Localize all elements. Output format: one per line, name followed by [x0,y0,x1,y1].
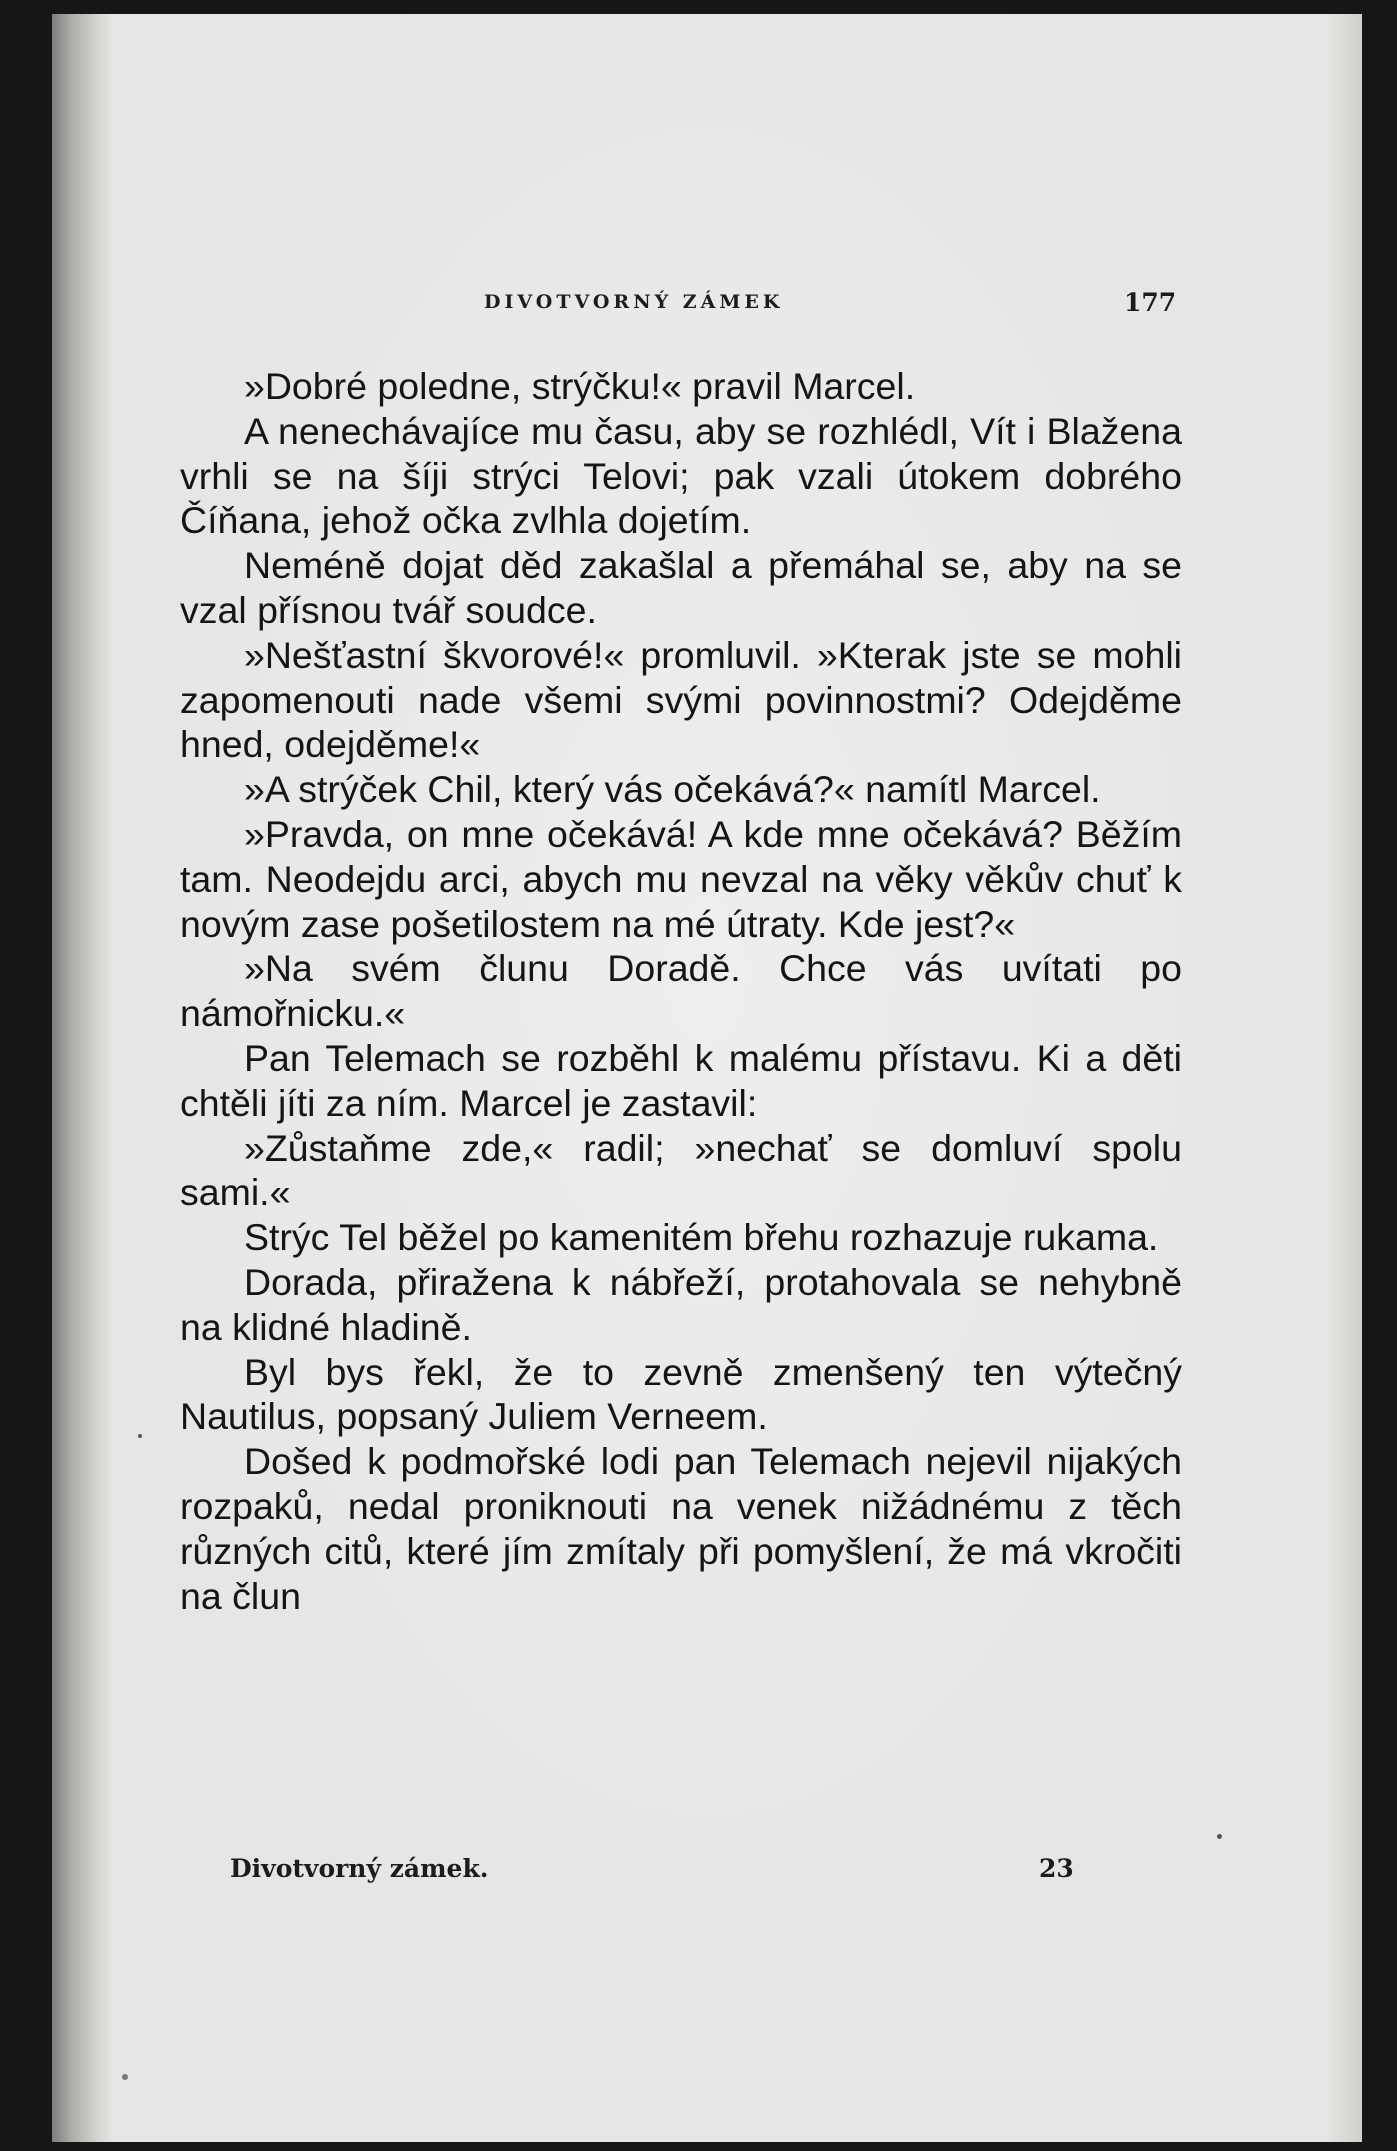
page-edge [1328,14,1362,2142]
paragraph-2: A nenechávajíce mu času, aby se rozhlédl, Vít i Blažena vrhli se na šíji strýci Telovi; pak vzali útokem dobrého Číňana, jehož očka zvlhla dojetím. [180,409,1182,542]
paragraph-8: Pan Telemach se rozběhl k malému přístavu. Ki a děti chtěli jíti za ním. Marcel je zastavil: [180,1036,1182,1124]
paragraph-3: Neméně dojat děd zakašlal a přemáhal se, aby na se vzal přísnou tvář soudce. [180,544,1182,631]
paragraph-6: »Pravda, on mne očekává! A kde mne očekává? Běžím tam. Neodejdu arci, abych mu nevzal na věky věkův chuť k novým zase pošetilostem na mé útraty. Kde jest?« [180,812,1182,945]
paragraph-7: »Na svém člunu Doradě. Chce vás uvítati po námořnicku.« [180,947,1182,1035]
paragraph-9: »Zůstaňme zde,« radil; »nechať se domluví spolu sami.« [180,1126,1182,1214]
paragraph-11: Dorada, přiražena k nábřeží, protahovala se nehybně na klidné hladině. [180,1260,1182,1348]
body-text [180,364,1182,1618]
page-number: 177 [1124,288,1177,317]
paper-speck [122,2074,128,2080]
running-head [52,288,1362,321]
paragraph-1: »Dobré poledne, strýčku!« pravil Marcel. [244,365,916,407]
paragraph-13: Došed k podmořské lodi pan Telemach nejevil nijakých rozpaků, nedal proniknouti na venek nižádnému z těch různých citů, které jím zmítaly při pomyšlení, že má vkročiti na člun [180,1440,1182,1617]
running-title: DIVOTVORNÝ ZÁMEK [484,291,784,313]
book-page [52,14,1362,2142]
page-footer [52,1854,1362,1888]
paragraph-12: Byl bys řekl, že to zevně zmenšený ten výtečný Nautilus, popsaný Juliem Verneem. [180,1350,1182,1438]
footer-signature-number: 23 [1039,1854,1074,1883]
page-gutter-shadow [52,14,112,2142]
paragraph-5: »A strýček Chil, který vás očekává?« namítl Marcel. [244,768,1101,811]
paragraph-10: Strýc Tel běžel po kamenitém břehu rozhazuje rukama. [244,1216,1159,1259]
paper-speck [138,1434,142,1438]
footer-book-title: Divotvorný zámek. [230,1854,489,1883]
paragraph-4: »Nešťastní škvorové!« promluvil. »Kterak jste se mohli zapomenouti nade všemi svými povinnostmi? Odejděme hned, odejděme!« [180,633,1182,766]
paper-speck [1217,1834,1222,1839]
